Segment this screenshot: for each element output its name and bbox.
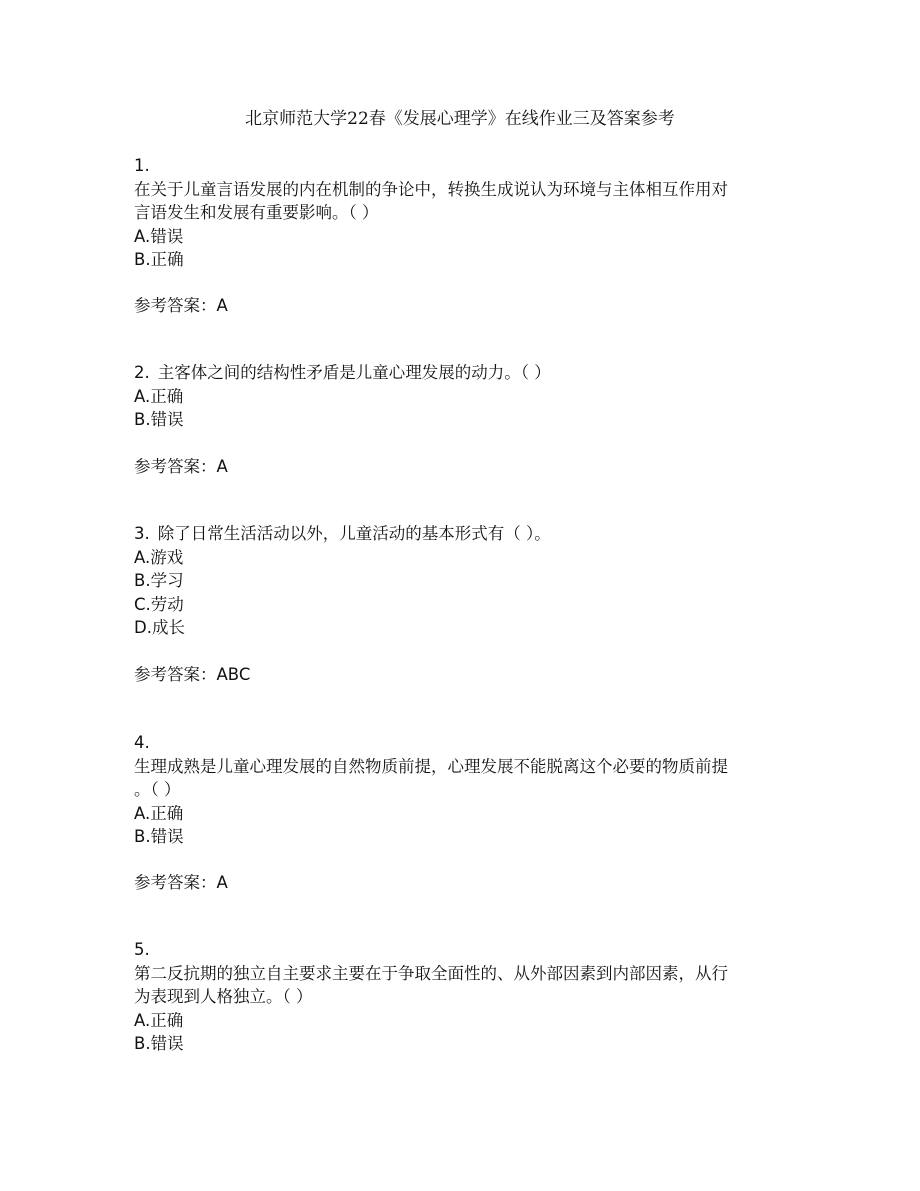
- option-c: C.劳动: [134, 594, 184, 614]
- option-a: A.正确: [134, 803, 184, 823]
- question-number: 1.: [134, 156, 150, 175]
- option-a: A.错误: [134, 226, 184, 246]
- option-b: B.学习: [134, 571, 184, 590]
- question-4: [134, 731, 794, 849]
- question-number: 4.: [134, 733, 150, 752]
- question-2: [134, 361, 794, 432]
- answer-value: ABC: [216, 665, 251, 684]
- question-3: [134, 522, 794, 640]
- question-stem-line: 在关于儿童言语发展的内在机制的争论中，转换生成说认为环境与主体相互作用对: [134, 179, 728, 199]
- question-stem-line: 。（ ）: [134, 780, 181, 799]
- option-b: B.错误: [134, 410, 184, 429]
- option-b: B.错误: [134, 1034, 184, 1053]
- answer-1: [134, 294, 228, 318]
- question-number: 2.: [134, 363, 150, 382]
- option-b: B.错误: [134, 827, 184, 846]
- question-stem-line: 主客体之间的结构性矛盾是儿童心理发展的动力。（ ）: [157, 363, 551, 382]
- option-a: A.正确: [134, 1010, 184, 1030]
- question-1: [134, 154, 794, 272]
- question-stem-line: 生理成熟是儿童心理发展的自然物质前提，心理发展不能脱离这个必要的物质前提: [134, 756, 728, 776]
- option-d: D.成长: [134, 618, 185, 637]
- answer-3: [134, 663, 250, 687]
- document-title: 北京师范大学22春《发展心理学》在线作业三及答案参考: [245, 109, 675, 129]
- answer-value: A: [216, 457, 228, 476]
- answer-label: 参考答案：: [134, 665, 217, 684]
- question-stem-line: 除了日常生活活动以外，儿童活动的基本形式有（ ）。: [157, 524, 551, 543]
- option-a: A.正确: [134, 386, 184, 406]
- question-5: [134, 938, 794, 1056]
- question-number: 3.: [134, 524, 150, 543]
- answer-4: [134, 871, 228, 895]
- question-number: 5.: [134, 940, 150, 959]
- option-b: B.正确: [134, 250, 184, 269]
- answer-value: A: [216, 873, 228, 892]
- question-stem-line: 第二反抗期的独立自主要求主要在于争取全面性的、从外部因素到内部因素，从行: [134, 963, 728, 983]
- answer-label: 参考答案：: [134, 873, 217, 892]
- question-stem-line: 言语发生和发展有重要影响。（ ）: [134, 203, 379, 222]
- question-stem-line: 为表现到人格独立。（ ）: [134, 987, 313, 1006]
- answer-value: A: [216, 296, 228, 315]
- option-a: A.游戏: [134, 547, 184, 567]
- answer-label: 参考答案：: [134, 296, 217, 315]
- answer-2: [134, 455, 228, 479]
- answer-label: 参考答案：: [134, 457, 217, 476]
